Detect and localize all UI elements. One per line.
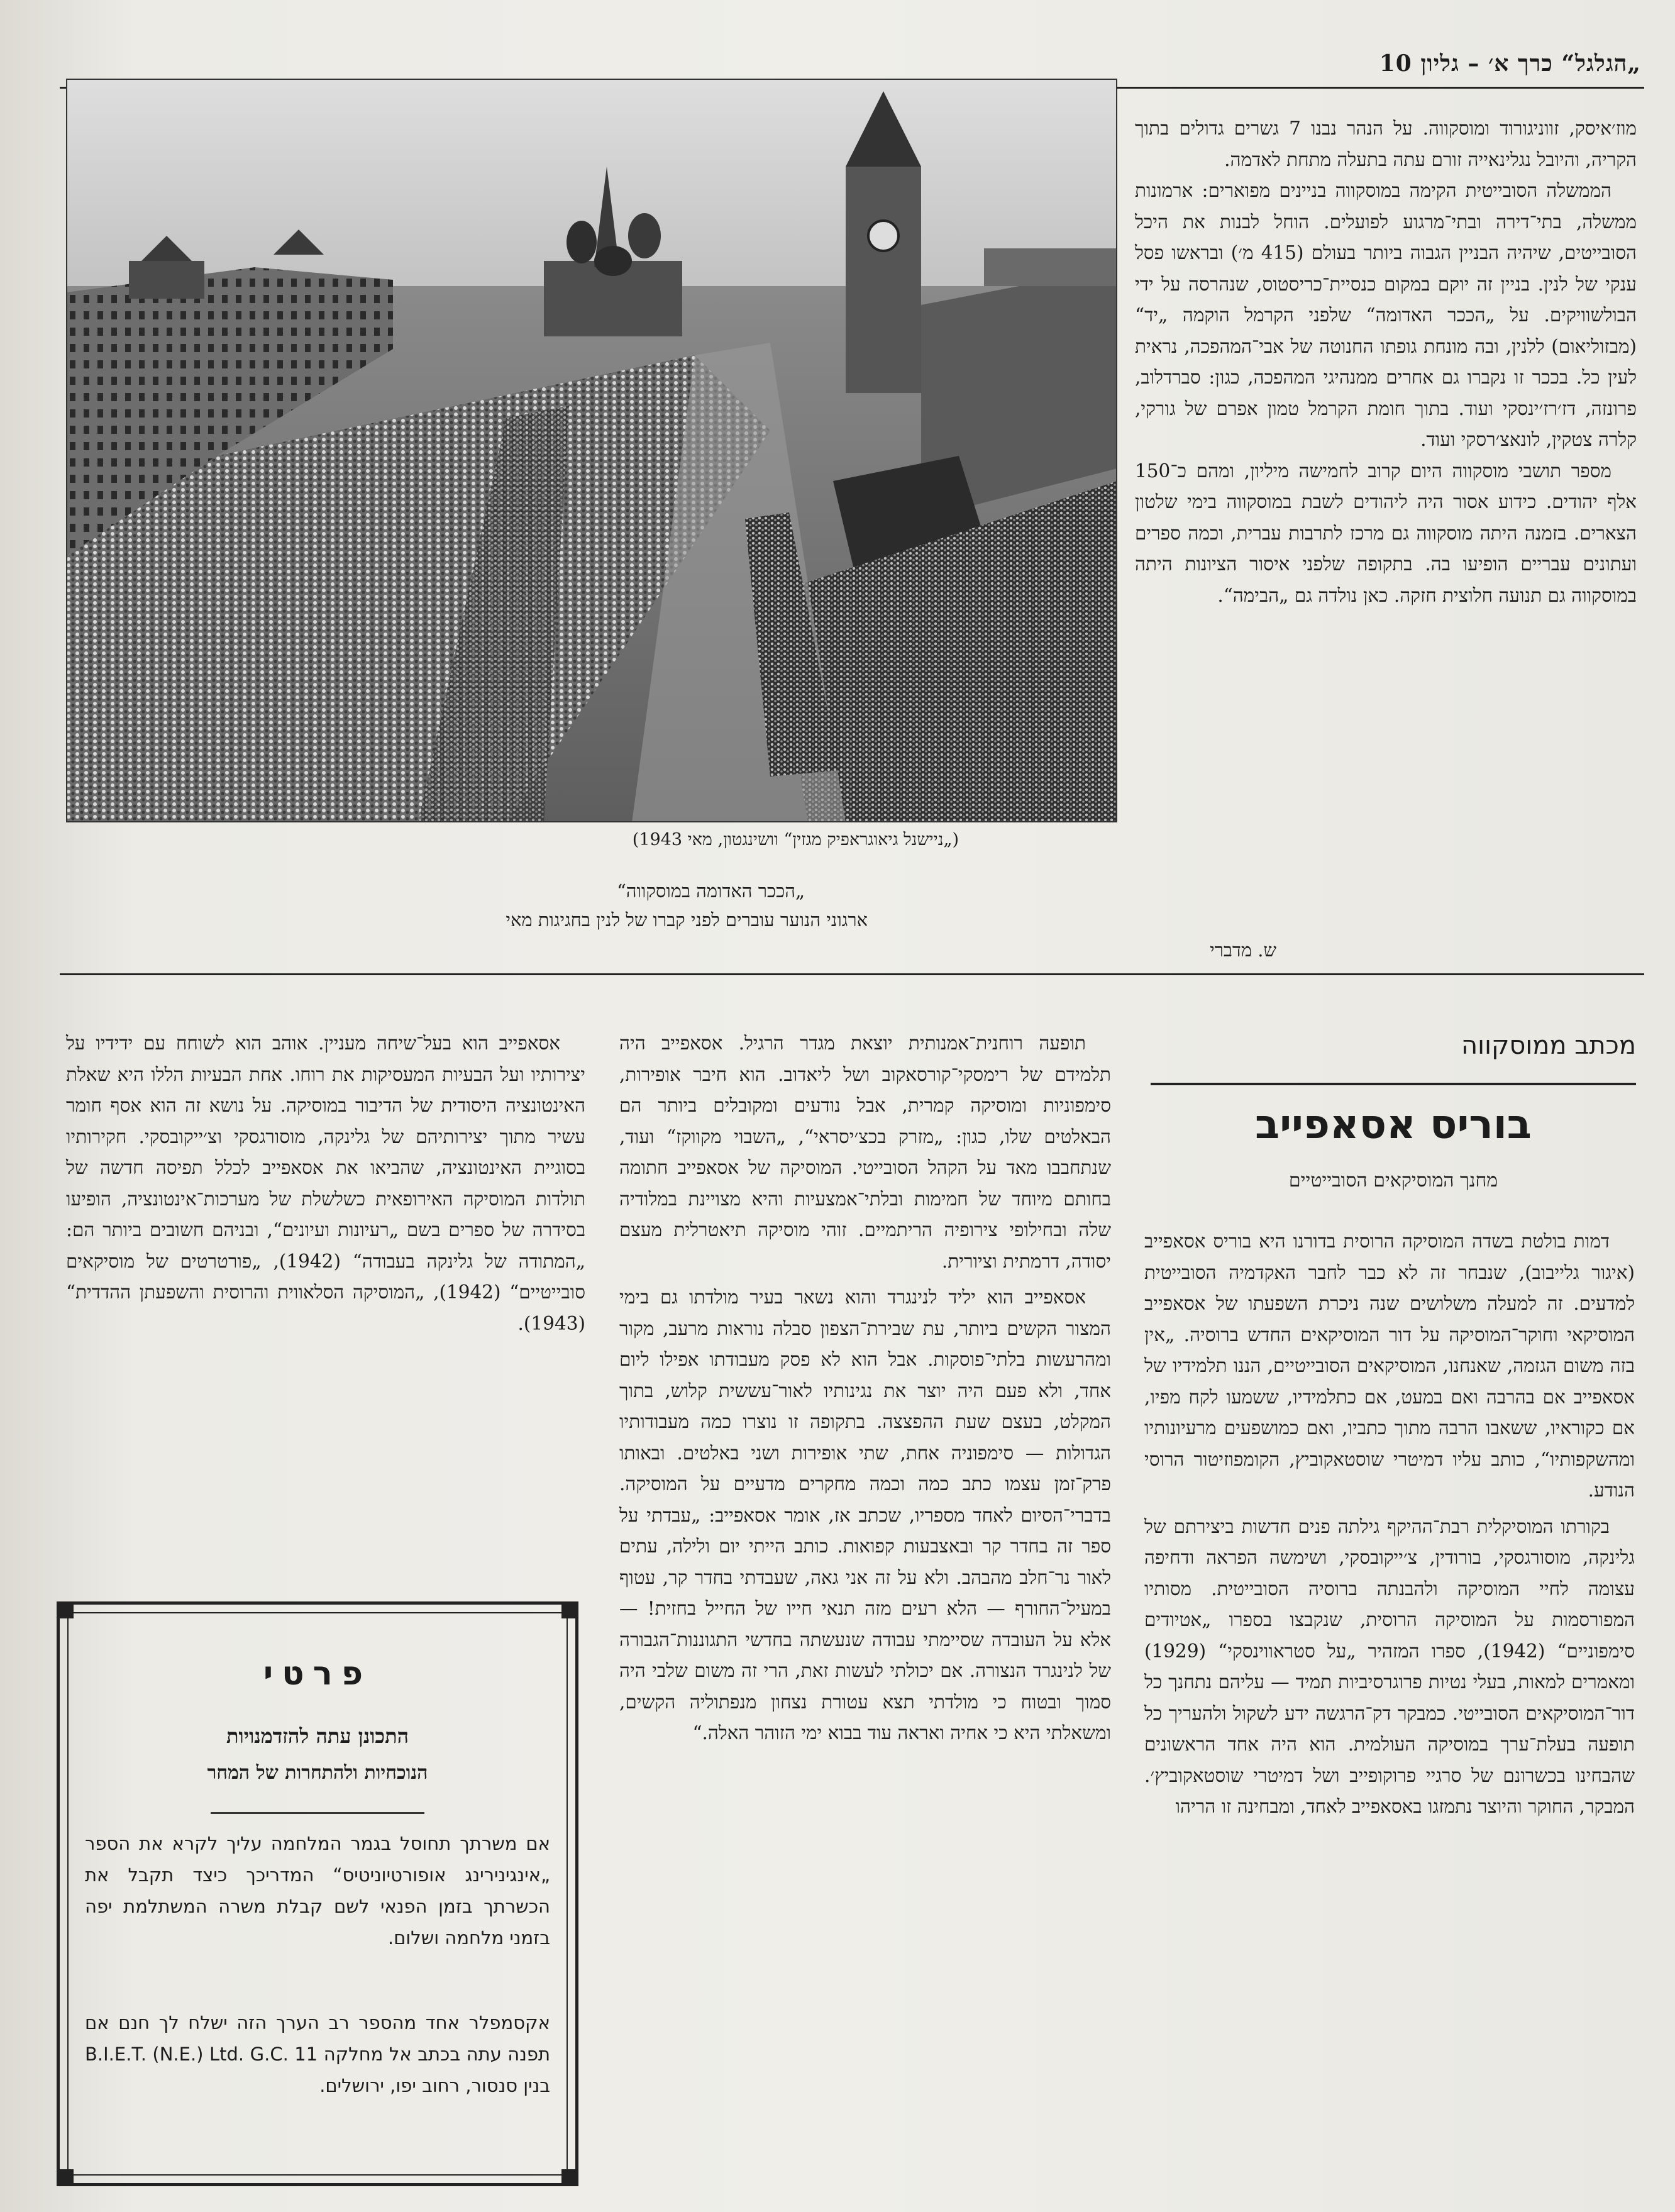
paragraph: בקורתו המוסיקלית רבת־ההיקף גילתה פנים חדשות ביצירתם של גלינקה, מוסורגסקי, בורודין, צ׳ייקובסקי, ושימשה הפראה ודחיפה עצומה לחיי המוסיקה ולהבנתה ברוסיה הסובייטית. מסותיו המפורסמות על המוסיקה הרוסית, שנקבצו בספרו „אטיודים סימפוניים“ (1942), ספרו המזהיר „על סטראווינסקי“ (1929) ומאמרים למאות, בעלי נטיות פרוגרסיביות תמיד — עליהם נתחנך כל דור־המוסיקאים הסובייטי. כמבקר דק־הרגשה ידע לשקול ולהעריך כל תופעה בעלת־ערך במוסיקה העולמית. הוא היה אחד הראשונים שהבחינו בכשרונם של סרגיי פרוקופייב ושל דמיטרי שוסטאקוביץ׳. המבקר, החוקר והיוצר נתמזגו באסאפייב לאחד, ומבחינה זו הריהו bbox=[1144, 1515, 1635, 1817]
running-head: „הגלגל“ כרך א׳ – גליון 10 bbox=[1379, 50, 1641, 77]
ad-corner bbox=[561, 2169, 575, 2183]
ad-heading: הנוכחיות ולהתחרות של המחר bbox=[207, 1762, 428, 1784]
ad-separator bbox=[211, 1812, 424, 1814]
section-divider bbox=[60, 973, 1644, 975]
red-square-photo bbox=[66, 79, 1117, 822]
ad-corner bbox=[60, 1605, 74, 1618]
paragraph: דמות בולטת בשדה המוסיקה הרוסית בדורנו היא בוריס אסאפייב (איגור גלייבוב), שנבחר זה לא כבר לחבר האקדמיה הסובייטית למדעים. זה למעלה משלושים שנה ניכרת השפעתו של אסאפייב המוסיקאי וחוקר־המוסיקה על דור המוסיקאים החדש ברוסיה. „אין בזה משום הגזמה, שאנחנו, המוסיקאים הסובייטיים, הננו תלמידיו של אסאפייב אם בהרבה ואם במעט, אם כתלמידיו, ששמעו לקח מפיו, אם כקוראיו, ששאבו הרבה מתוך כתביו, ואם כמושפעים מרעיונותיו ומהשקפותיו“, כותב עליו דמיטרי שוסטאקוביץ, הקומפוזיטור הרוסי הנודע. bbox=[1144, 1230, 1635, 1501]
article-subtitle: מחנך המוסיקאים הסובייטיים bbox=[1288, 1170, 1498, 1192]
article-column-right bbox=[1144, 1226, 1635, 1828]
photo-caption-title: „הככר האדומה במוסקווה“ bbox=[616, 880, 805, 902]
moscow-article-continuation bbox=[1135, 113, 1637, 611]
article-column-middle bbox=[619, 1028, 1111, 1754]
photo-credit: („ניישנל גיאוגראפיק מגזין“ וושינגטון, מאי 1943) bbox=[632, 830, 959, 849]
article-column-left bbox=[66, 1028, 585, 1344]
section-label-rule bbox=[1151, 1083, 1636, 1085]
paragraph: אסאפייב הוא בעל־שיחה מעניין. אוהב הוא לשוחח עם ידידיו על יצירותיו ועל הבעיות המעסיקות את רוחו. אחת הבעיות הללו היא שאלת האינטונציה היסודית של הדיבור במוסיקה. על נושא זה הוא אסף חומר עשיר מתוך יצירותיהם של גלינקה, מוסורגסקי וצ׳ייקובסקי. חקירותיו בסוגיית האינטונציה, שהביאו את אסאפייב לכלל תפיסה חדשה של תולדות המוסיקה האירופאית כשלשלת של מערכות־אינטונציה, הופיעו בסידרה של ספרים בשם „רעיונות ועיונים“, ובניהם חשובים ביותר הם: „המתודה של גלינקה בעבודה“ (1942), „פורטרטים של מוסיקאים סובייטיים“ (1942), „המוסיקה הסלאווית והרוסית והשפעתן ההדדית“ (1943). bbox=[66, 1032, 586, 1334]
paragraph: תופעה רוחנית־אמנותית יוצאת מגדר הרגיל. אסאפייב היה תלמידם של רימסקי־קורסאקוב ושל ליאדוב. הוא חיבר אופירות, סימפוניות ומוסיקה קמרית, אבל נודעים ומקובלים ביותר הם הבאלטים שלו, כגון: „מזרק בכצ׳יסראי“, „השבוי מקווקז“ ועוד, שנתחבבו מאד על הקהל הסובייטי. המוסיקה של אסאפייב חתומה בחותם מיוחד של חמימות ובלתי־אמצעיות והיא מצויינת במלודיה שלה ובחילופי צירופיה הריתמיים. זוהי מוסיקה תיאטרלית מעצם יסודה, דרמתית וציורית. bbox=[619, 1032, 1111, 1272]
ad-corner bbox=[60, 2169, 74, 2183]
paragraph: מספר תושבי מוסקווה היום קרוב לחמישה מיליון, ומהם כ־150 אלף יהודים. כידוע אסור היה ליהודים לשבת במוסקווה בימי שלטון הצארים. בזמנה היתה מוסקווה גם מרכז לתרבות עברית, וכמה ספרים ועתונים עבריים הופיעו בה. בתקופה שלפני איסור הציונות היתה במוסקווה גם תנועה חלוצית חזקה. כאן נולדה גם „הבימה“. bbox=[1135, 460, 1637, 606]
article-title: בוריס אסאפייב bbox=[1255, 1102, 1532, 1148]
advertisement-box bbox=[57, 1601, 578, 2186]
photo-caption: ארגוני הנוער עוברים לפני קברו של לנין בחגיגות מאי bbox=[506, 909, 868, 931]
author-signature: ש. מדברי bbox=[1210, 939, 1276, 961]
ad-title: פרטי bbox=[263, 1655, 372, 1693]
section-label: מכתב ממוסקווה bbox=[1461, 1031, 1636, 1060]
paragraph: אסאפייב הוא יליד לנינגרד והוא נשאר בעיר מולדתו גם בימי המצור הקשים ביותר, עת שבירת־הצפון סבלה נוראות מרעב, מקור ומהרעשות בלתי־פוסקות. אבל הוא לא פסק מעבודתו אפילו ליום אחד, ולא פעם היה יוצר את נגינותיו לאור־עששית קלוש, בתוך המקלט, בעצם שעת ההפצצה. בתקופה זו נוצרו כמה מעבודותיו הגדולות — סימפוניה אחת, שתי אופירות ושני באלטים. ובאותו פרק־זמן עצמו כתב כמה וכמה מחקרים מדעיים על המוסיקה. בדברי־הסיום לאחד מספריו, שכתב אז, אומר אסאפייב: „עבדתי על ספר זה בחדר קר ובאצבעות קפואות. כותב הייתי יום ולילה, עתים לאור נר־חלב מהבהב. ולא על זה אני גאה, שעבדתי בחדר קר, עטוף במעיל־החורף — הלא רעים מזה תנאי חייו של החייל בחזית! — אלא על העובדה שסיימתי עבודה שנעשתה בחדשי התגוננות־הגבורה של לנינגרד הנצורה. אם יכולתי לעשות זאת, הרי זה משום שלבי היה סמוך ובטוח כי מולדתי תצא עטורת נצחון מנפתוליה הקשים, ומשאלתי היא כי אחיה ואראה עוד בבוא ימי הזוהר האלה.“ bbox=[619, 1286, 1111, 1744]
photo-red-square-parade-icon bbox=[66, 79, 1117, 822]
ad-paragraph: אקסמפלר אחד מהספר רב הערך הזה ישלח לך חנם אם תפנה עתה בכתב אל מחלקה B.I.E.T. (N.E.) Ltd. G.C. 11 בנין סנסור, רחוב יפו, ירושלים. bbox=[85, 2012, 551, 2096]
ad-corner bbox=[561, 1605, 575, 1618]
paragraph: מוז׳איסק, זווניגורוד ומוסקווה. על הנהר נבנו 7 גשרים גדולים בתוך הקריה, והיובל נגלינאייה זורם עתה בתעלה מתחת לאדמה. bbox=[1135, 118, 1637, 170]
paragraph: הממשלה הסובייטית הקימה במוסקווה בניינים מפוארים: ארמונות ממשלה, בתי־דירה ובתי־מרגוע לפועלים. הוחל לבנות את היכל הסובייטים, שיהיה הבניין הגבוה ביותר בעולם (415 מ׳) ובראשו פסל ענקי של לנין. בניין זה יוקם במקום כנסיית־כריסטוס, שנהרסה על ידי הבולשוויקים. על „הככר האדומה“ שלפני הקרמל הוקמה „יד“ (מבזוליאום) ללנין, ובה מונחת גופתו החנוטה של אבי־המהפכה, נראית לעין כל. בככר זו נקברו גם אחרים ממנהיגי המהפכה, כגון: סברדלוב, פרונזה, דז׳רז׳ינסקי ועוד. בתוך חומת הקרמל טמון אפרם של גורקי, קלרה צטקין, לונאצ׳רסקי ועוד. bbox=[1135, 180, 1637, 450]
ad-heading: התכונן עתה להזדמנויות bbox=[226, 1724, 409, 1748]
ad-paragraph: אם משרתך תחוסל בגמר המלחמה עליך לקרא את הספר „אינגינירינג אופורטיוניטיס“ המדריכך כיצד תקבל את הכשרתך בזמן הפנאי לשם קבלת משרה המשתלמת יפה בזמני מלחמה ושלום. bbox=[85, 1833, 550, 1949]
